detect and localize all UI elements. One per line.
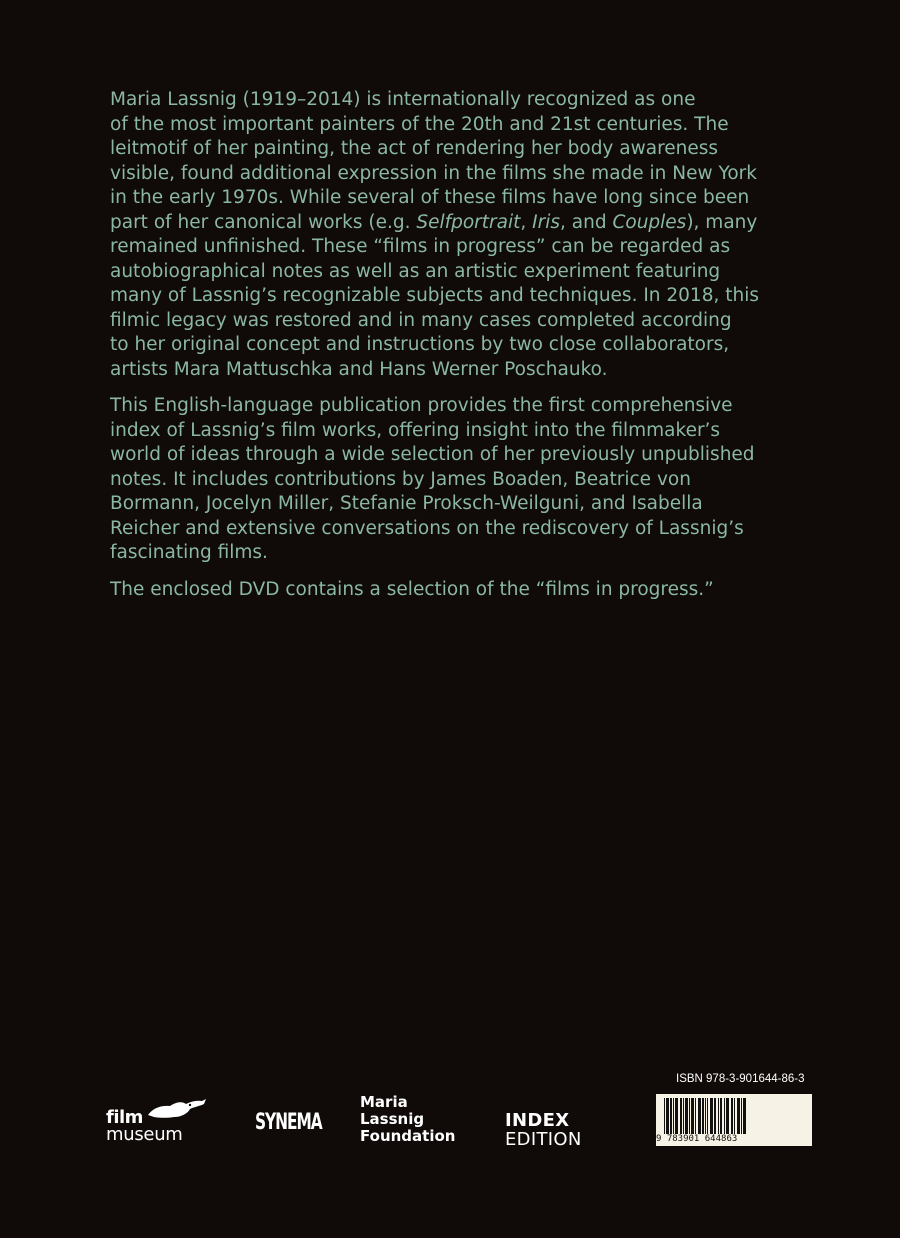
- text-line: world of ideas through a wide selection of her previously unpublished: [110, 444, 755, 465]
- isbn-number: ISBN 978-3-901644-86-3: [676, 1073, 805, 1085]
- synema-logo: SYNEMA: [255, 1110, 322, 1135]
- film-title-selfportrait: Selfportrait: [416, 211, 521, 233]
- text-line: filmic legacy was restored and in many cases completed according: [110, 309, 732, 331]
- barcode: [656, 1094, 812, 1146]
- text-line: autobiographical notes as well as an artistic experiment featuring: [110, 260, 721, 282]
- text-line: index of Lassnig’s film works, offering insight into the filmmaker’s: [110, 419, 721, 441]
- text-line: leitmotif of her painting, the act of rendering her body awareness: [110, 138, 719, 159]
- text-line: of the most important painters of the 20th and 21st centuries. The: [110, 113, 729, 135]
- filmmuseum-logo-top: film: [106, 1107, 143, 1128]
- text-line: to her original concept and instructions by two close collaborators,: [110, 334, 730, 355]
- index-edition-logo: [505, 1111, 582, 1149]
- index-logo-top: INDEX: [505, 1110, 570, 1131]
- logo-line: Maria: [360, 1093, 408, 1111]
- blurb-text: [110, 88, 810, 614]
- blurb-paragraph-1: [110, 88, 810, 382]
- index-logo-bottom: EDITION: [505, 1129, 582, 1150]
- text-line: many of Lassnig’s recognizable subjects and techniques. In 2018, this: [110, 285, 759, 306]
- text-line: in the early 1970s. While several of these films have long since been: [110, 187, 750, 208]
- text-line: Maria Lassnig (1919–2014) is internationally recognized as one: [110, 89, 696, 110]
- filmmuseum-logo-bottom: museum: [106, 1124, 183, 1145]
- text-line: remained unfinished. These “films in progress” can be regarded as: [110, 236, 731, 257]
- text-line-with-titles: [110, 211, 810, 236]
- film-title-iris: Iris: [532, 211, 560, 233]
- bird-logo-icon: [146, 1097, 208, 1123]
- blurb-paragraph-3: [110, 578, 810, 603]
- text-fragment: ,: [520, 211, 533, 233]
- text-line: Bormann, Jocelyn Miller, Stefanie Proksch-Weilguni, and Isabella: [110, 493, 703, 514]
- text-fragment: ), many: [686, 211, 758, 233]
- logo-line: Lassnig: [360, 1110, 425, 1128]
- text-line: The enclosed DVD contains a selection of the “films in progress.”: [110, 578, 714, 600]
- text-line: Reicher and extensive conversations on the rediscovery of Lassnig’s: [110, 517, 744, 539]
- text-line: visible, found additional expression in the films she made in New York: [110, 162, 757, 184]
- barcode-digits: 9 783901 644863: [656, 1134, 738, 1144]
- blurb-paragraph-2: [110, 394, 810, 566]
- text-fragment: part of her canonical works (e.g.: [110, 211, 417, 233]
- text-line: fascinating films.: [110, 542, 268, 563]
- text-line: artists Mara Mattuschka and Hans Werner Poschauko.: [110, 358, 608, 380]
- film-title-couples: Couples: [612, 211, 687, 233]
- text-line: This English-language publication provides the first comprehensive: [110, 395, 733, 416]
- logo-line: Foundation: [360, 1127, 456, 1145]
- text-line: notes. It includes contributions by James Boaden, Beatrice von: [110, 468, 691, 490]
- maria-lassnig-foundation-logo: [360, 1094, 455, 1145]
- filmmuseum-logo: [106, 1097, 206, 1149]
- text-fragment: , and: [560, 211, 613, 233]
